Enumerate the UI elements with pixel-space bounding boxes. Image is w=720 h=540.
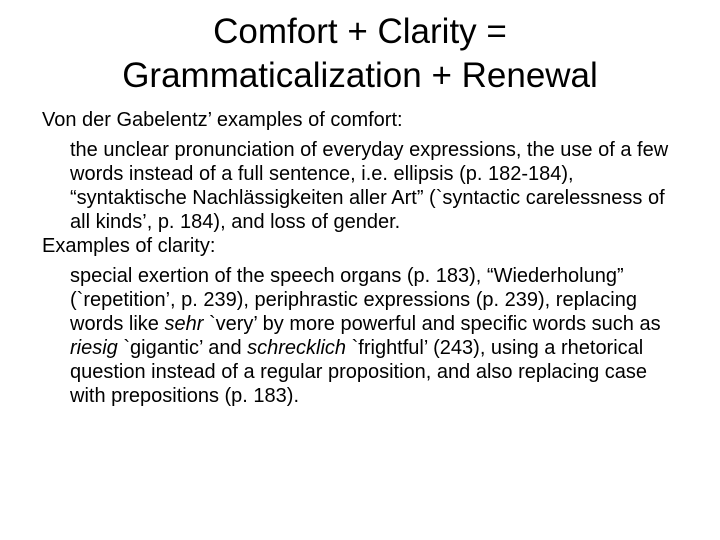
clarity-italic-schrecklich: schrecklich bbox=[247, 337, 347, 359]
clarity-text-1: special exertion of the speech organs (p. 183), “Wiederholung” (`repetition’, p. 239), periphrastic expressions (p. 239), replacing words like bbox=[70, 265, 637, 335]
comfort-heading: Von der Gabelentz’ examples of comfort: bbox=[42, 109, 403, 131]
clarity-italic-riesig: riesig bbox=[70, 337, 118, 359]
title-line-1: Comfort + Clarity = bbox=[213, 12, 507, 51]
clarity-text-4: `frightful’ (243), using a rhetorical question instead of a regular proposition, and also replacing case with prepositions (p. 183). bbox=[70, 337, 648, 407]
slide-title bbox=[0, 10, 720, 98]
clarity-examples bbox=[70, 264, 682, 408]
clarity-text-3: `gigantic’ and bbox=[117, 337, 248, 359]
clarity-text-2: `very’ by more powerful and specific words such as bbox=[203, 313, 661, 335]
comfort-examples: the unclear pronunciation of everyday expressions, the use of a few words instead of a full sentence, i.e. ellipsis (p. 182-184), “syntaktische Nachlässigkeiten aller Art” (`syntactic carelessness of all kinds’, p. 184), and loss of gender. bbox=[70, 139, 669, 233]
title-line-2: Grammaticalization + Renewal bbox=[122, 56, 598, 95]
clarity-italic-sehr: sehr bbox=[164, 313, 204, 335]
slide-body bbox=[42, 108, 682, 408]
clarity-heading: Examples of clarity: bbox=[42, 235, 216, 257]
